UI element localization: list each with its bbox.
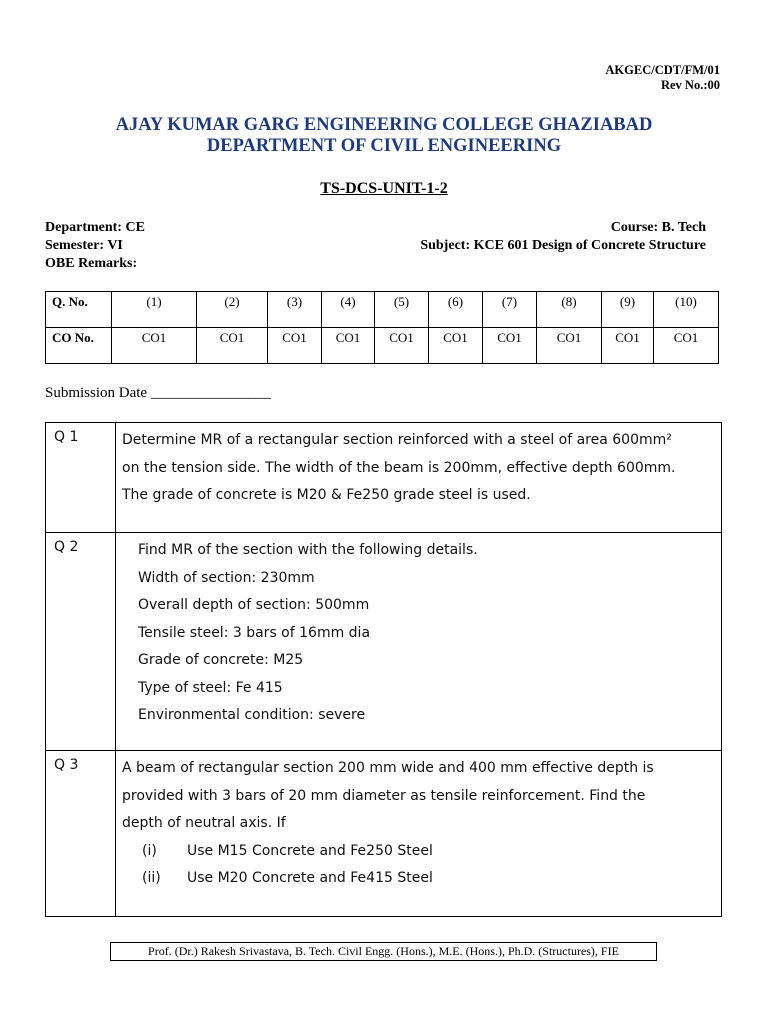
revision-number: Rev No.:00 bbox=[660, 78, 720, 92]
co-cell: CO1 bbox=[537, 328, 602, 364]
question-line: Type of steel: Fe 415 bbox=[138, 679, 283, 696]
question-line: depth of neutral axis. If bbox=[122, 815, 286, 831]
question-cell bbox=[116, 751, 722, 917]
question-line: Environmental condition: severe bbox=[138, 707, 366, 723]
co-cell: CO1 bbox=[483, 328, 537, 364]
co-cell: CO1 bbox=[602, 328, 654, 364]
question-line: Grade of concrete: M25 bbox=[138, 652, 304, 668]
q-no-cell: (8) bbox=[537, 292, 602, 328]
sub-question-number: (i) bbox=[142, 842, 157, 859]
q-no-cell: (10) bbox=[654, 292, 719, 328]
co-mapping-table bbox=[45, 291, 719, 364]
question-number: Q 1 bbox=[46, 423, 116, 533]
semester-field: Semester: VI bbox=[45, 238, 123, 253]
co-cell: CO1 bbox=[268, 328, 322, 364]
question-number: Q 3 bbox=[46, 751, 116, 917]
q-no-header: Q. No. bbox=[46, 292, 112, 328]
questions-table bbox=[45, 422, 722, 917]
co-cell: CO1 bbox=[375, 328, 429, 364]
question-line: Tensile steel: 3 bars of 16mm dia bbox=[138, 624, 371, 641]
department-field: Department: CE bbox=[45, 220, 145, 235]
co-no-header: CO No. bbox=[46, 328, 112, 364]
q-no-cell: (5) bbox=[375, 292, 429, 328]
sub-question bbox=[122, 838, 715, 866]
question-text bbox=[116, 533, 721, 730]
meta-left bbox=[45, 219, 145, 273]
co-cell: CO1 bbox=[112, 328, 197, 364]
table-row bbox=[46, 328, 719, 364]
sub-question-number: (ii) bbox=[142, 870, 161, 886]
q-no-cell: (9) bbox=[602, 292, 654, 328]
question-line: provided with 3 bars of 20 mm diameter as tensile reinforcement. Find the bbox=[122, 787, 646, 804]
question-line: Width of section: 230mm bbox=[138, 569, 315, 586]
subject-field: Subject: KCE 601 Design of Concrete Structure bbox=[420, 238, 706, 253]
submission-date: Submission Date ________________ bbox=[45, 385, 271, 401]
sheet-code bbox=[0, 180, 768, 198]
q-no-cell: (6) bbox=[429, 292, 483, 328]
sub-question-text: Use M15 Concrete and Fe250 Steel bbox=[187, 842, 433, 859]
question-row bbox=[46, 533, 722, 751]
footer-author: Prof. (Dr.) Rakesh Srivastava, B. Tech. Civil Engg. (Hons.), M.E. (Hons.), Ph.D. (Structures), FIE bbox=[110, 942, 657, 961]
form-code-block bbox=[605, 63, 720, 93]
sub-question bbox=[122, 865, 715, 893]
form-code: AKGEC/CDT/FM/01 bbox=[605, 63, 720, 77]
meta-right bbox=[420, 219, 706, 255]
q-no-cell: (1) bbox=[112, 292, 197, 328]
course-field: Course: B. Tech bbox=[610, 220, 706, 235]
question-line: on the tension side. The width of the beam is 200mm, effective depth 600mm. bbox=[122, 459, 676, 476]
question-cell bbox=[116, 423, 722, 533]
co-cell: CO1 bbox=[322, 328, 375, 364]
question-row bbox=[46, 423, 722, 533]
co-cell: CO1 bbox=[654, 328, 719, 364]
department-title: DEPARTMENT OF CIVIL ENGINEERING bbox=[206, 136, 562, 156]
question-line: Find MR of the section with the following details. bbox=[138, 542, 478, 558]
sheet-code-text: TS-DCS-UNIT-1-2 bbox=[320, 180, 448, 197]
q-no-cell: (2) bbox=[197, 292, 268, 328]
question-text bbox=[116, 751, 721, 893]
co-cell: CO1 bbox=[197, 328, 268, 364]
table-row bbox=[46, 292, 719, 328]
question-line: Overall depth of section: 500mm bbox=[138, 597, 370, 613]
q-no-cell: (3) bbox=[268, 292, 322, 328]
question-row bbox=[46, 751, 722, 917]
question-line: A beam of rectangular section 200 mm wide and 400 mm effective depth is bbox=[122, 760, 654, 776]
question-line: The grade of concrete is M20 & Fe250 grade steel is used. bbox=[122, 487, 531, 503]
college-name: AJAY KUMAR GARG ENGINEERING COLLEGE GHAZIABAD bbox=[115, 115, 653, 135]
co-cell: CO1 bbox=[429, 328, 483, 364]
q-no-cell: (7) bbox=[483, 292, 537, 328]
q-no-cell: (4) bbox=[322, 292, 375, 328]
question-line: Determine MR of a rectangular section reinforced with a steel of area 600mm² bbox=[122, 432, 672, 448]
obe-remarks-field: OBE Remarks: bbox=[45, 256, 138, 271]
sub-question-text: Use M20 Concrete and Fe415 Steel bbox=[187, 870, 433, 886]
question-cell bbox=[116, 533, 722, 751]
question-number: Q 2 bbox=[46, 533, 116, 751]
question-text bbox=[116, 423, 721, 510]
